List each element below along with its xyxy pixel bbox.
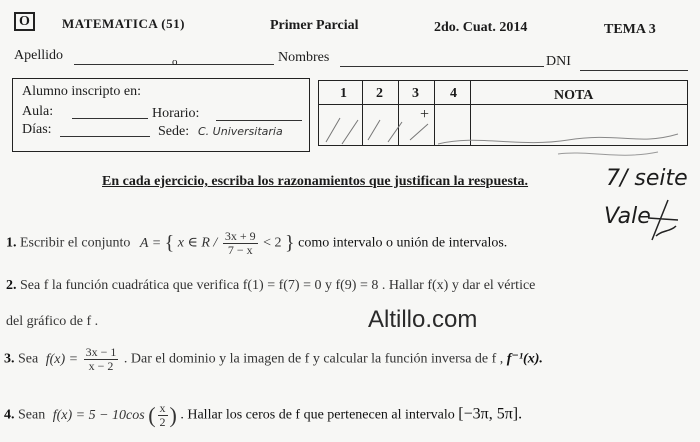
room-field[interactable] (72, 106, 148, 119)
grade-col-3: 3 (412, 86, 419, 101)
dni-label: DNI (546, 54, 571, 69)
grade-mark: + (420, 106, 430, 123)
q3-fraction: $\frac{3x - 1}{x - 2}$ (85, 345, 117, 373)
campus-label: Sede: (158, 124, 190, 139)
q1-number: 1. (6, 235, 17, 251)
days-label: Días: (22, 122, 52, 137)
exam-topic: TEMA 3 (604, 22, 656, 37)
q3-text-b: . Dar el dominio y la imagen de f y calcular la función inversa de f , (123, 351, 504, 367)
exam-title: Primer Parcial (270, 18, 359, 33)
exam-code-box (14, 14, 35, 30)
q1-set-lhs: A = (139, 235, 162, 251)
question-4: 4. Sean f(x) = 5 − 10cos ( $\frac{x}{2}$ ) . Hallar los ceros de f que pertenecen al intervalo [−3π, 5π]. (4, 401, 523, 429)
q4-number: 4. (4, 407, 15, 423)
q1-set-cond: x ∈ R / (177, 235, 218, 251)
q1-ineq: < 2 (263, 235, 282, 251)
handwritten-valid: Vale (604, 204, 651, 229)
q4-text-b: . Hallar los ceros de f que pertenecen al intervalo (180, 407, 455, 423)
q4-text-a: Sean (18, 407, 46, 423)
question-3 (4, 346, 543, 373)
schedule-field[interactable] (216, 108, 302, 121)
q1-text-b: como intervalo o unión de intervalos. (298, 235, 508, 251)
names-label: Nombres (278, 50, 330, 65)
q2-number: 2. (6, 278, 17, 293)
days-field[interactable] (60, 124, 150, 137)
q4-fx: f(x) = 5 − 10cos (52, 407, 145, 423)
question-2 (6, 278, 535, 294)
instruction: En cada ejercicio, escriba los razonamientos que justifican la respuesta. (102, 174, 529, 189)
dni-field[interactable] (580, 58, 688, 71)
signature-mark (642, 196, 682, 244)
q3-inverse: f⁻¹(x). (506, 351, 543, 367)
campus-value: C. Universitaria (198, 125, 283, 138)
q4-fraction: $\frac{x}{2}$ (159, 401, 166, 429)
q3-fx: f(x) = (45, 351, 79, 367)
watermark: Altillo.com (368, 306, 478, 333)
exam-term: 2do. Cuat. 2014 (434, 20, 528, 35)
q2-line2: del gráfico de f . (6, 314, 99, 329)
exam-code: O (14, 12, 35, 31)
q1-text-a: Escribir el conjunto (20, 235, 131, 251)
enrollment-title: Alumno inscripto en: (22, 84, 141, 99)
names-field[interactable] (340, 54, 544, 67)
subject-title: MATEMATICA (51) (62, 16, 185, 31)
grade-col-1: 1 (340, 86, 347, 101)
q1-fraction: $\frac{3x + 9}{7 - x}$ (224, 229, 256, 257)
schedule-label: Horario: (152, 106, 200, 121)
grade-col-4: 4 (450, 86, 457, 101)
room-label: Aula: (22, 104, 54, 119)
q4-interval: [−3π, 5π]. (458, 405, 523, 423)
surname-value: o (172, 56, 178, 68)
handwritten-grade: 7/ seite (606, 166, 688, 191)
grade-scribbles (318, 104, 688, 166)
grade-label: NOTA (554, 88, 594, 103)
surname-label: Apellido (14, 48, 63, 63)
grade-col-2: 2 (376, 86, 383, 101)
q2-line1: Sea f la función cuadrática que verifica f(1) = f(7) = 0 y f(9) = 8 . Hallar f(x) y dar el vértice (20, 278, 536, 293)
q3-text-a: Sea (18, 351, 39, 367)
q3-number: 3. (4, 351, 15, 367)
question-1: 1. Escribir el conjunto A = { x ∈ R / $\frac{3x + 9}{7 - x}$ < 2 } como intervalo o unión de intervalos. (6, 229, 508, 257)
